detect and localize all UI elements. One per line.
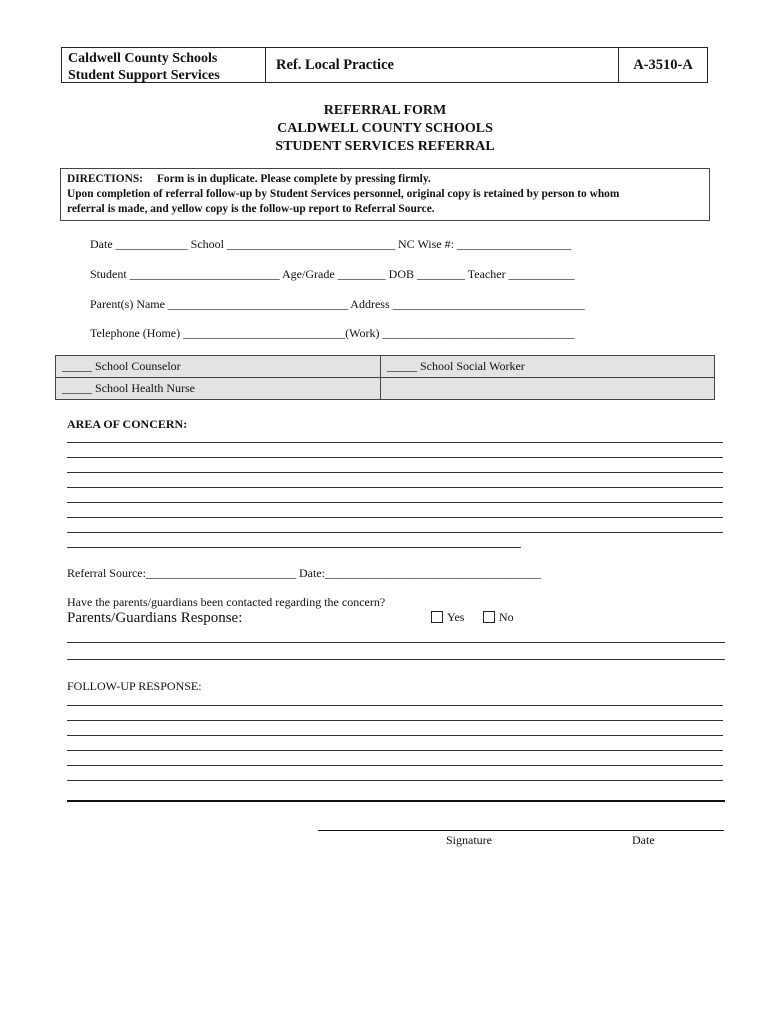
directions-line1: Form is in duplicate. Please complete by pressing firmly. bbox=[156, 173, 431, 185]
form-title bbox=[0, 102, 770, 156]
org-cell bbox=[62, 48, 266, 82]
followup-line[interactable] bbox=[67, 705, 723, 706]
directions-line2: Upon completion of referral follow-up by Student Services personnel, original copy is retained by person to whom bbox=[67, 188, 620, 200]
title-line2: CALDWELL COUNTY SCHOOLS bbox=[277, 121, 493, 136]
code-cell bbox=[619, 48, 707, 82]
signature-line[interactable] bbox=[318, 830, 724, 831]
followup-line[interactable] bbox=[67, 720, 723, 721]
concern-line[interactable] bbox=[67, 487, 723, 488]
concern-line[interactable] bbox=[67, 472, 723, 473]
followup-line[interactable] bbox=[67, 765, 723, 766]
directions-line3: referral is made, and yellow copy is the follow-up report to Referral Source. bbox=[67, 203, 435, 215]
followup-line[interactable] bbox=[67, 750, 723, 751]
concern-line[interactable] bbox=[67, 457, 723, 458]
header-table bbox=[61, 47, 708, 83]
followup-line[interactable] bbox=[67, 780, 723, 781]
title-line3: STUDENT SERVICES REFERRAL bbox=[275, 139, 495, 154]
directions-box bbox=[60, 168, 710, 221]
parents-contacted-question: Have the parents/guardians been contacted regarding the concern? bbox=[67, 595, 386, 609]
title-line1: REFERRAL FORM bbox=[323, 103, 447, 118]
field-row-date-school[interactable]: Date ____________ School ____________________________ NC Wise #: ___________________ bbox=[90, 237, 571, 251]
section-divider bbox=[67, 800, 725, 802]
concern-line[interactable] bbox=[67, 442, 723, 443]
field-row-parent[interactable]: Parent(s) Name ______________________________ Address ________________________________ bbox=[90, 297, 585, 311]
role-social-worker[interactable]: _____ School Social Worker bbox=[381, 356, 714, 378]
field-row-student[interactable]: Student _________________________ Age/Grade ________ DOB ________ Teacher ___________ bbox=[90, 267, 575, 281]
role-school-counselor[interactable]: _____ School Counselor bbox=[56, 356, 381, 378]
followup-label: FOLLOW-UP RESPONSE: bbox=[67, 679, 202, 693]
concern-line[interactable] bbox=[67, 502, 723, 503]
yes-option[interactable] bbox=[425, 595, 464, 625]
directions-label: DIRECTIONS: bbox=[67, 173, 143, 185]
signature-label: Signature bbox=[446, 833, 492, 847]
no-label: No bbox=[499, 610, 514, 624]
concern-line[interactable] bbox=[67, 517, 723, 518]
org-line2: Student Support Services bbox=[68, 68, 220, 83]
form-code: A-3510-A bbox=[633, 56, 693, 73]
roles-table bbox=[55, 355, 715, 400]
response-line[interactable] bbox=[67, 659, 725, 660]
parents-response-label: Parents/Guardians Response: bbox=[67, 610, 243, 626]
field-row-telephone[interactable]: Telephone (Home) ___________________________(Work) ________________________________ bbox=[90, 326, 575, 340]
concern-label: AREA OF CONCERN: bbox=[67, 417, 188, 431]
concern-line[interactable] bbox=[67, 547, 521, 548]
ref-text: Ref. Local Practice bbox=[276, 56, 394, 73]
signature-date-label: Date bbox=[632, 833, 655, 847]
no-option[interactable] bbox=[477, 595, 514, 625]
response-line[interactable] bbox=[67, 642, 725, 643]
org-line1: Caldwell County Schools bbox=[68, 51, 218, 66]
referral-source-row[interactable]: Referral Source:_________________________ Date:____________________________________ bbox=[67, 566, 541, 580]
ref-cell bbox=[266, 48, 619, 82]
role-empty-cell bbox=[381, 378, 714, 399]
concern-line[interactable] bbox=[67, 532, 723, 533]
yes-checkbox[interactable] bbox=[431, 611, 443, 623]
no-checkbox[interactable] bbox=[483, 611, 495, 623]
followup-line[interactable] bbox=[67, 735, 723, 736]
role-health-nurse[interactable]: _____ School Health Nurse bbox=[56, 378, 381, 399]
yes-label: Yes bbox=[447, 610, 465, 624]
